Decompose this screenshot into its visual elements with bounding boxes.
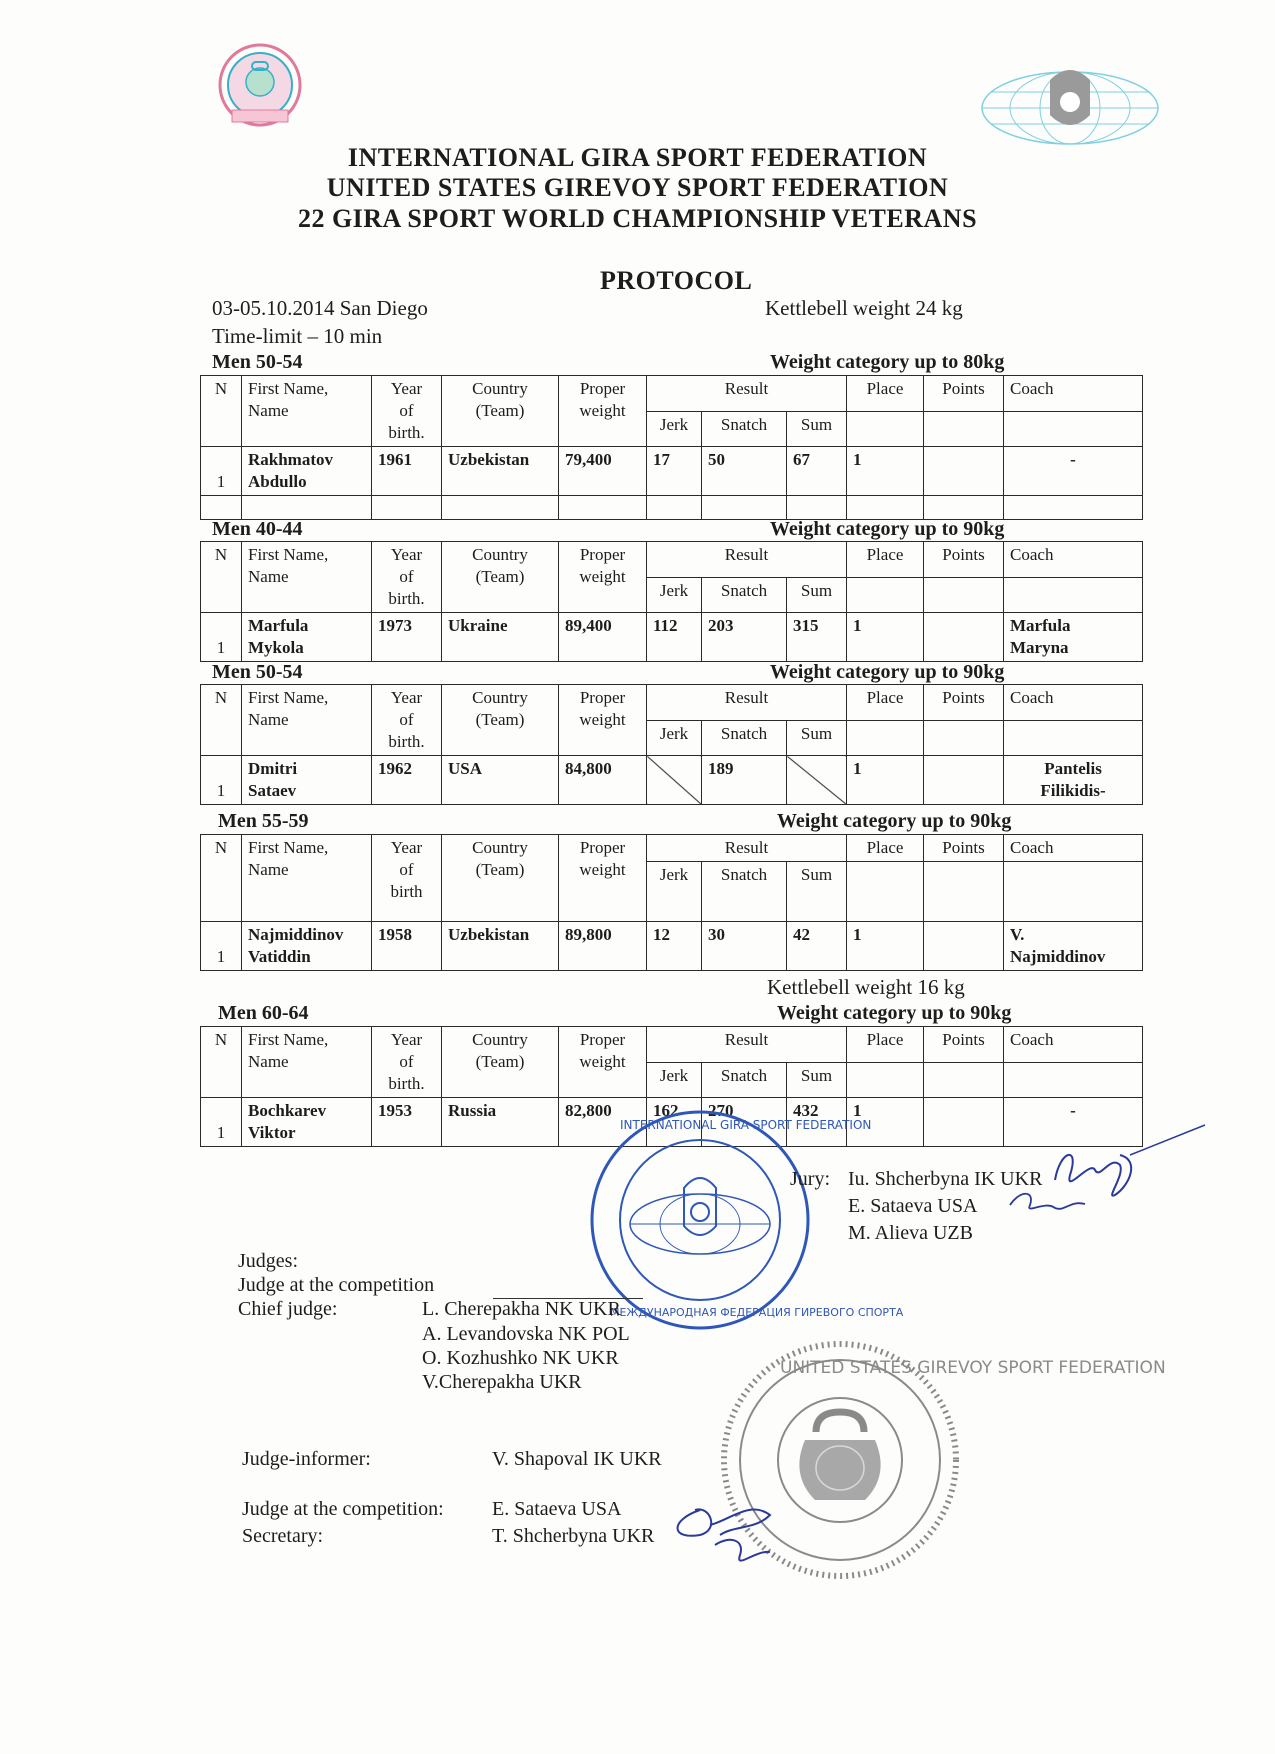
group-label: Men 50-54 <box>212 351 303 373</box>
igsf-stamp <box>588 1108 813 1333</box>
judge-at-competition-2-label: Judge at the competition: <box>242 1498 444 1520</box>
judge-informer-label: Judge-informer: <box>242 1448 371 1470</box>
time-limit: Time-limit – 10 min <box>212 324 383 348</box>
chief-judge-label: Chief judge: <box>238 1298 338 1320</box>
group-label: Men 60-64 <box>218 1002 309 1024</box>
table-row: 1 Dmitri Sataev 1962 USA 84,800 189 1 Pantelis Filikidis- <box>201 756 1143 805</box>
judge-name: V.Cherepakha UKR <box>422 1371 582 1393</box>
seal-intl-text-top: INTERNATIONAL GIRA SPORT FEDERATION <box>620 1118 872 1132</box>
jury-member: M. Alieva UZB <box>848 1222 973 1244</box>
judge-at-competition-2: E. Sataeva USA <box>492 1498 622 1520</box>
jury-member: E. Sataeva USA <box>848 1195 978 1217</box>
col-n: N <box>201 376 242 447</box>
weight-category: Weight category up to 90kg <box>770 661 1005 683</box>
table-row: 1 Marfula Mykola 1973 Ukraine 89,400 112 203 315 1 Marfula Maryna <box>201 613 1143 662</box>
seal-us-text: UNITED STATES GIREVOY SPORT FEDERATION <box>780 1358 1166 1378</box>
judges-title: Judges: <box>238 1250 298 1272</box>
seal-intl-text-bottom: МЕЖДУНАРОДНАЯ ФЕДЕРАЦИЯ ГИРЕВОГО СПОРТА <box>610 1306 904 1319</box>
protocol-title: PROTOCOL <box>600 266 753 295</box>
results-table: N First Name, Name Year of birth Country (Team) Proper weight Result Place Points Coach Jerk Snatch Sum 1 Najmiddinov Vatiddin 1958 Uzbekistan 89,800 12 30 42 1 V. Najmiddinov <box>200 834 1143 971</box>
table-row: 1 Najmiddinov Vatiddin 1958 Uzbekistan 89,800 12 30 42 1 V. Najmiddinov <box>201 922 1143 971</box>
weight-category: Weight category up to 90kg <box>770 518 1005 540</box>
table-row: 1 Rakhmatov Abdullo 1961 Uzbekistan 79,400 17 50 67 1 - <box>201 447 1143 496</box>
kettlebell-weight-16: Kettlebell weight 16 kg <box>767 975 965 999</box>
judge-name: A. Levandovska NK POL <box>422 1323 630 1345</box>
group-label: Men 55-59 <box>218 810 309 832</box>
date-place: 03-05.10.2014 San Diego <box>212 296 428 320</box>
judge-at-competition-label: Judge at the competition <box>238 1274 435 1296</box>
kettlebell-weight-24: Kettlebell weight 24 kg <box>765 296 963 320</box>
title-line-2: UNITED STATES GIREVOY SPORT FEDERATION <box>326 173 949 202</box>
usgsf-logo <box>210 40 310 140</box>
group-label: Men 40-44 <box>212 518 303 540</box>
results-table: N First Name, Name Year of birth. Country (Team) Proper weight Result Place Points Coach Jerk Snatch Sum 1 Rakhmatov Abdullo 1961 Uzbekistan 79,400 17 50 67 1 - <box>200 375 1143 520</box>
title-line-3: 22 GIRA SPORT WORLD CHAMPIONSHIP VETERANS <box>297 204 978 233</box>
col-result: Result <box>647 376 847 412</box>
weight-category: Weight category up to 90kg <box>777 1002 1012 1024</box>
secretary-signature <box>660 1480 790 1580</box>
secretary: T. Shcherbyna UKR <box>492 1525 655 1547</box>
weight-category: Weight category up to 90kg <box>777 810 1012 832</box>
table-row: 1 Bochkarev Viktor 1953 Russia 82,800 162 270 432 1 - <box>201 1098 1143 1147</box>
jury-label: Jury: <box>790 1168 830 1190</box>
results-table: N First Name, Name Year of birth. Country (Team) Proper weight Result Place Points Coach Jerk Snatch Sum 1 Dmitri Sataev 1962 USA 84,800 189 1 Pantelis Filikidis- <box>200 684 1143 805</box>
results-table: N First Name, Name Year of birth. Country (Team) Proper weight Result Place Points Coach Jerk Snatch Sum 1 Marfula Mykola 1973 Ukraine 89,400 112 203 315 1 Marfula Maryna <box>200 541 1143 662</box>
jury-member: Iu. Shcherbyna IK UKR <box>848 1168 1043 1190</box>
secretary-label: Secretary: <box>242 1525 324 1547</box>
jury-signature <box>1000 1120 1210 1230</box>
group-label: Men 50-54 <box>212 661 303 683</box>
judge-name: L. Cherepakha NK UKR <box>422 1298 621 1320</box>
weight-category: Weight category up to 80kg <box>770 351 1005 373</box>
results-table: N First Name, Name Year of birth. Country (Team) Proper weight Result Place Points Coach Jerk Snatch Sum 1 Bochkarev Viktor 1953 Russia 82,800 162 270 432 1 - <box>200 1026 1143 1147</box>
title-line-1: INTERNATIONAL GIRA SPORT FEDERATION <box>347 143 928 172</box>
igsf-logo <box>975 60 1165 150</box>
judge-informer: V. Shapoval IK UKR <box>492 1448 662 1470</box>
judge-name: O. Kozhushko NK UKR <box>422 1347 619 1369</box>
